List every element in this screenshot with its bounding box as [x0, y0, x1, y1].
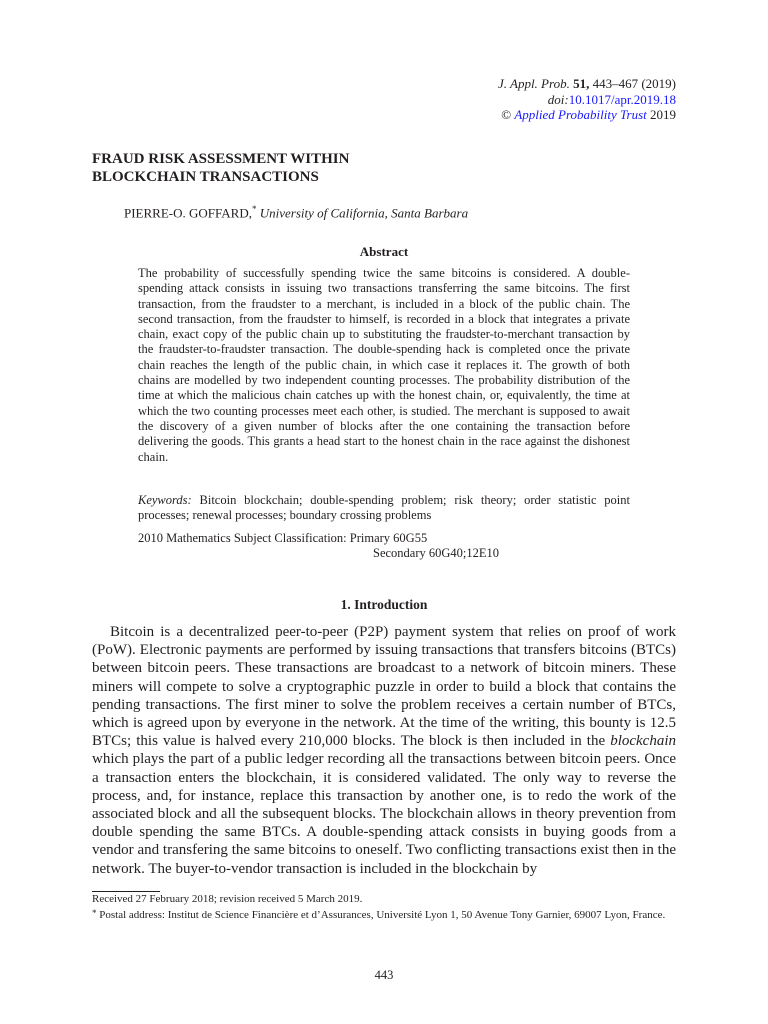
author-affiliation: University of California, Santa Barbara: [259, 205, 469, 221]
author-footnote-marker: *: [251, 204, 257, 214]
intro-text-part-1: Bitcoin is a decentralized peer-to-peer (P2P) payment system that relies on proof of work (PoW). Electronic payments are performed by issuing transactions that transfers bitcoins (BTCs) between bitcoin peers. These transactions are broadcast to a network of bitcoin miners. These miners will compete to solve a cryptographic puzzle in order to build a block that contains the pending transactions. The first miner to solve the problem receives a certain number of BTCs, which is agreed upon by everyone in the network. At the time of the writing, this bounty is 12.5 BTCs; this value is halved every 210,000 blocks. The block is then included in the: [92, 624, 676, 750]
msc-secondary: Secondary 60G40;12E10: [373, 546, 500, 561]
address-note-marker: *: [92, 907, 97, 918]
footnote-rule: [92, 891, 160, 892]
address-note: [92, 907, 676, 923]
abstract-heading: Abstract: [359, 244, 409, 259]
keywords: [138, 493, 630, 524]
intro-paragraph: [92, 623, 676, 878]
title-line-2: BLOCKCHAIN TRANSACTIONS: [92, 169, 319, 185]
journal-name: J. Appl. Prob.: [497, 76, 570, 91]
page-number: 443: [374, 968, 394, 982]
address-note-text: Postal address: Institut de Science Financière et d’Assurances, Université Lyon 1, 50 Avenue Tony Garnier, 69007 Lyon, France.: [99, 908, 666, 921]
author-name: PIERRE-O. GOFFARD,: [124, 205, 252, 221]
author-line: [124, 204, 468, 221]
journal-volume: 51,: [573, 76, 590, 91]
footnotes: [92, 893, 676, 922]
intro-italic-term: blockchain: [610, 733, 676, 750]
journal-header: [498, 76, 676, 123]
section-number: 1.: [340, 597, 351, 612]
paper-title: [92, 150, 349, 186]
keywords-label: Keywords:: [138, 493, 192, 507]
section-title: Introduction: [354, 597, 428, 612]
msc-classification: [138, 531, 499, 562]
title-line-1: FRAUD RISK ASSESSMENT WITHIN: [92, 151, 350, 167]
doi-link[interactable]: 10.1017/apr.2019.18: [568, 91, 676, 107]
doi-line: [498, 92, 676, 108]
copyright-owner-link[interactable]: Applied Probability Trust: [514, 107, 647, 123]
copyright-year: 2019: [650, 107, 676, 123]
intro-text-part-2: which plays the part of a public ledger recording all the transactions between bitcoin peers. Once a transaction enters the blockchain, it is considered validated. The only way to reverse the process, and, for instance, replace this transaction by another one, is to redo the work of the associated block and all the subsequent blocks. The blockchain allows in theory prevention from double spending the same BTCs. A double-spending attack consists in buying goods from a vendor and transfering the same bitcoins to oneself. Two conflicting transactions exist then in the network. The buyer-to-vendor transaction is included in the blockchain by: [92, 751, 676, 877]
journal-pages-year: 443–467 (2019): [592, 76, 676, 91]
abstract-text: The probability of successfully spending twice the same bitcoins is considered. A double-spending attack consists in issuing two transactions transferring the same bitcoins. The first transaction, from the fraudster to a merchant, is included in a block of the public chain. The second transaction, from the fraudster to himself, is recorded in a block that integrates a private chain, exact copy of the public chain up to substituting the fraudster-to-merchant transaction by the fraudster-to-fraudster transaction. The double-spending hack is completed once the private chain reaches the length of the public chain, in which case it replaces it. The growth of both chains are modelled by two independent counting processes. The probability distribution of the time at which the malicious chain catches up with the honest chain, or, equivalently, the time at which the two counting processes meet each other, is studied. The merchant is supposed to await the discovery of a given number of blocks after the one containing the transaction before delivering the goods. This grants a head start to the honest chain in the race against the dishonest chain.: [138, 266, 630, 464]
section-heading: [0, 597, 768, 613]
msc-primary: 2010 Mathematics Subject Classification: Primary 60G55: [138, 531, 428, 545]
copyright-line: [498, 107, 676, 123]
keywords-text: Bitcoin blockchain; double-spending problem; risk theory; order statistic point processes; renewal processes; boundary crossing problems: [138, 493, 630, 523]
citation-line: [498, 76, 676, 92]
received-note: Received 27 February 2018; revision received 5 March 2019.: [92, 893, 363, 905]
copyright-icon: ©: [501, 107, 512, 123]
doi-label: doi:: [547, 91, 569, 107]
